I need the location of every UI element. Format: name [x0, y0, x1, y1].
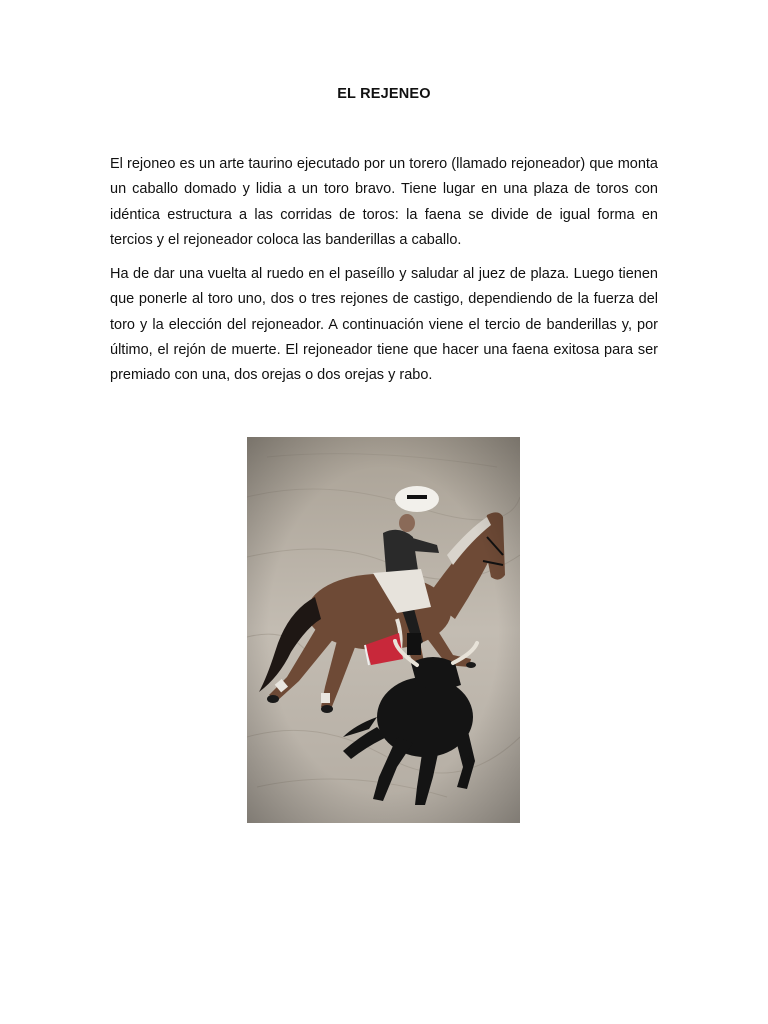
document-body — [110, 152, 658, 398]
paragraph-1: El rejoneo es un arte taurino ejecutado por un torero (llamado rejoneador) que monta un caballo domado y lidia a un toro bravo. Tiene lugar en una plaza de toros con idéntica estructura a las corridas de toros: la faena se divide de igual forma en tercios y el rejoneador coloca las banderillas a caballo. — [110, 156, 658, 248]
paragraph-2: Ha de dar una vuelta al ruedo en el paseíllo y saludar al juez de plaza. Luego tienen que ponerle al toro uno, dos o tres rejones de castigo, dependiendo de la fuerza del toro y la elección del rejoneador. A continuación viene el tercio de banderillas y, por último, el rejón de muerte. El rejoneador tiene que hacer una faena exitosa para ser premiado con una, dos orejas o dos orejas y rabo. — [110, 266, 658, 384]
rejoneo-photo — [247, 437, 520, 823]
document-title: EL REJENEO — [337, 86, 431, 102]
rejoneo-illustration — [247, 437, 520, 823]
